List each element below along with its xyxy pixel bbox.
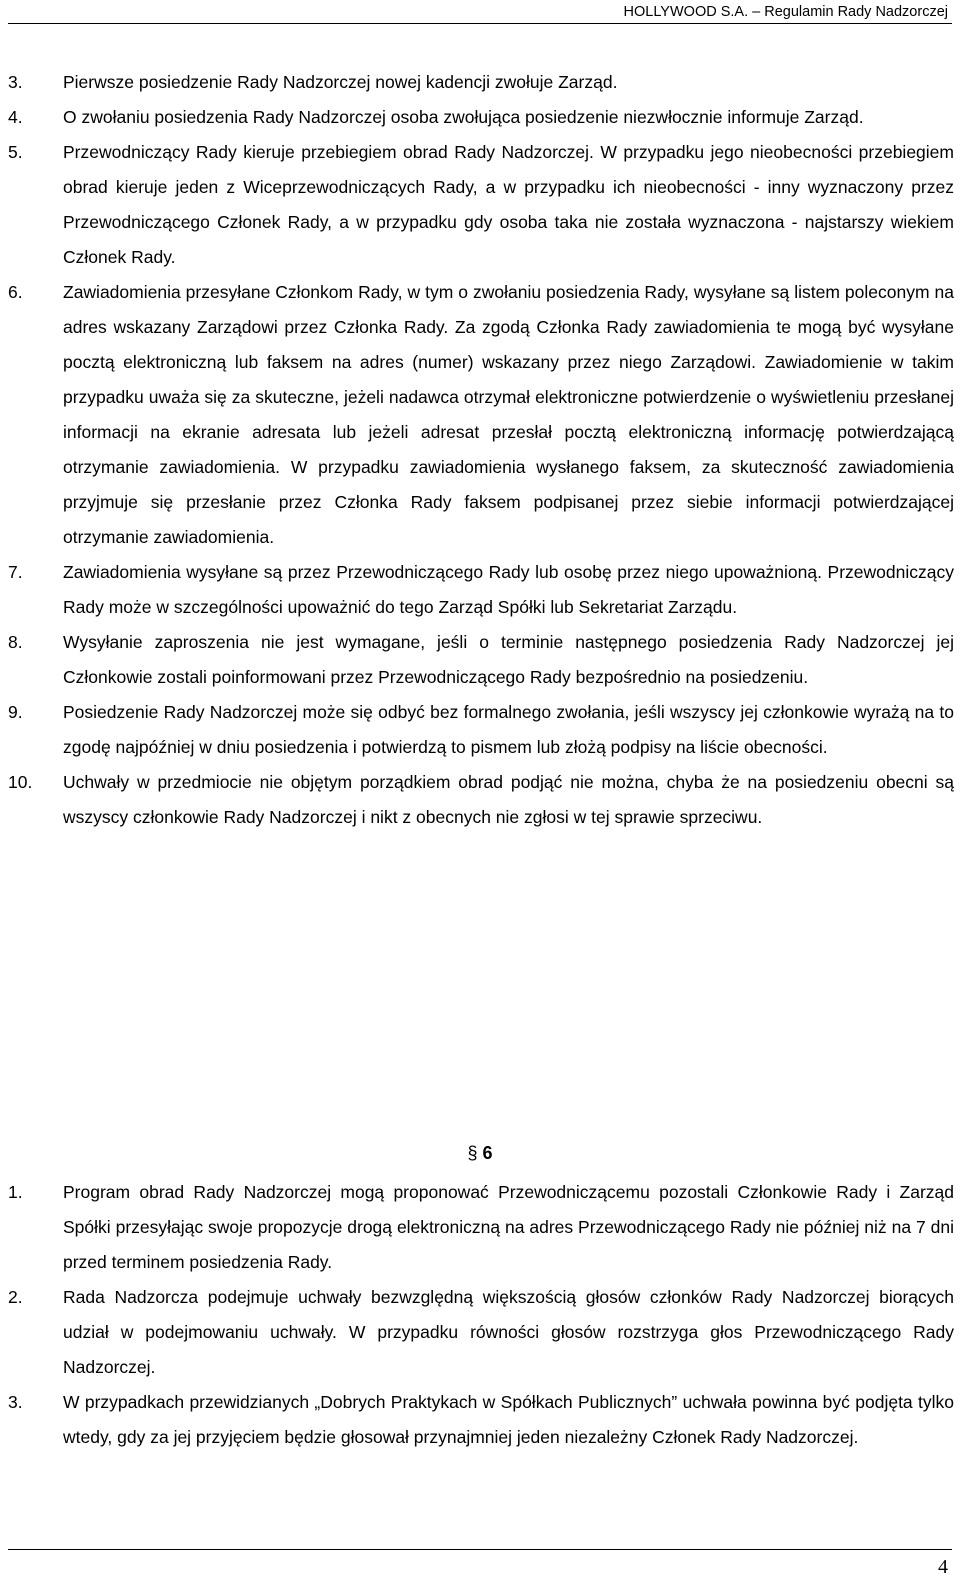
item-text: Przewodniczący Rady kieruje przebiegiem obrad Rady Nadzorczej. W przypadku jego nieobecności przebiegiem obrad kieruje jeden z Wiceprzewodniczących Rady, a w przypadku ich nieobecności - inny wyznaczony przez Przewodniczącego Członek Rady, a w przypadku gdy osoba taka nie została wyznaczona - najstarszy wiekiem Członek Rady.	[63, 142, 954, 267]
item-number: 2.	[8, 1287, 23, 1307]
item-text: Rada Nadzorcza podejmuje uchwały bezwzględną większością głosów członków Rady Nadzorczej biorących udział w podejmowaniu uchwały. W przypadku równości głosów rozstrzyga głos Przewodniczącego Rady Nadzorczej.	[63, 1287, 954, 1377]
item-number: 5.	[8, 142, 23, 162]
section-heading	[0, 1143, 960, 1164]
list-item	[8, 695, 954, 765]
section-number: 6	[482, 1143, 493, 1163]
item-text: Zawiadomienia przesyłane Członkom Rady, w tym o zwołaniu posiedzenia Rady, wysyłane są listem poleconym na adres wskazany Zarządowi przez Członka Rady. Za zgodą Członka Rady zawiadomienia te mogą być wysyłane pocztą elektroniczną lub faksem na adres (numer) wskazany przez niego Zarządowi. Zawiadomienie w takim przypadku uważa się za skuteczne, jeżeli nadawca otrzymał elektroniczne potwierdzenie o wyświetleniu przesłanej informacji na ekranie adresata lub jeżeli adresat przesłał pocztą elektroniczną informację potwierdzającą otrzymanie zawiadomienia. W przypadku zawiadomienia wysłanego faksem, za skuteczność zawiadomienia przyjmuje się przesłanie przez Członka Rady faksem podpisanej przez siebie informacji potwierdzającej otrzymanie zawiadomienia.	[63, 282, 954, 547]
item-text: Pierwsze posiedzenie Rady Nadzorczej nowej kadencji zwołuje Zarząd.	[63, 72, 618, 92]
header-divider	[8, 23, 952, 24]
item-text: Wysyłanie zaproszenia nie jest wymagane, jeśli o terminie następnego posiedzenia Rady Nadzorczej jej Członkowie zostali poinformowani przez Przewodniczącego Rady bezpośrednio na posiedzeniu.	[63, 632, 954, 687]
list-item	[8, 100, 954, 135]
list-item	[8, 765, 954, 835]
list-item	[8, 135, 954, 275]
item-number: 3.	[8, 1392, 23, 1412]
list-item	[8, 65, 954, 100]
item-text: Program obrad Rady Nadzorczej mogą proponować Przewodniczącemu pozostali Członkowie Rady i Zarząd Spółki przesyłając swoje propozycje drogą elektroniczną na adres Przewodniczącego Rady nie później niż na 7 dni przed terminem posiedzenia Rady.	[63, 1182, 954, 1272]
item-text: Uchwały w przedmiocie nie objętym porządkiem obrad podjąć nie można, chyba że na posiedzeniu obecni są wszyscy członkowie Rady Nadzorczej i nikt z obecnych nie zgłosi w tej sprawie sprzeciwu.	[63, 772, 954, 827]
list-item	[8, 555, 954, 625]
section-symbol: §	[467, 1143, 478, 1163]
item-text: Zawiadomienia wysyłane są przez Przewodniczącego Rady lub osobę przez niego upoważnioną. Przewodniczący Rady może w szczególności upoważnić do tego Zarząd Spółki lub Sekretariat Zarządu.	[63, 562, 954, 617]
list-item	[8, 625, 954, 695]
item-number: 10.	[8, 772, 33, 792]
page-header: HOLLYWOOD S.A. – Regulamin Rady Nadzorczej	[623, 4, 948, 20]
list-item	[8, 1280, 954, 1385]
item-number: 7.	[8, 562, 23, 582]
item-number: 4.	[8, 107, 23, 127]
page-number: 4	[938, 1556, 948, 1578]
paragraph-list-1	[8, 65, 954, 835]
item-text: O zwołaniu posiedzenia Rady Nadzorczej osoba zwołująca posiedzenie niezwłocznie informuje Zarząd.	[63, 107, 864, 127]
item-number: 1.	[8, 1182, 23, 1202]
item-number: 9.	[8, 702, 23, 722]
footer-divider	[8, 1549, 952, 1550]
item-text: W przypadkach przewidzianych „Dobrych Praktykach w Spółkach Publicznych” uchwała powinna być podjęta tylko wtedy, gdy za jej przyjęciem będzie głosował przynajmniej jeden niezależny Członek Rady Nadzorczej.	[63, 1392, 954, 1447]
list-item	[8, 275, 954, 555]
item-number: 3.	[8, 72, 23, 92]
item-number: 6.	[8, 282, 23, 302]
paragraph-list-2	[8, 1175, 954, 1455]
list-item	[8, 1385, 954, 1455]
item-number: 8.	[8, 632, 23, 652]
item-text: Posiedzenie Rady Nadzorczej może się odbyć bez formalnego zwołania, jeśli wszyscy jej członkowie wyrażą na to zgodę najpóźniej w dniu posiedzenia i potwierdzą to pismem lub złożą podpisy na liście obecności.	[63, 702, 954, 757]
list-item	[8, 1175, 954, 1280]
